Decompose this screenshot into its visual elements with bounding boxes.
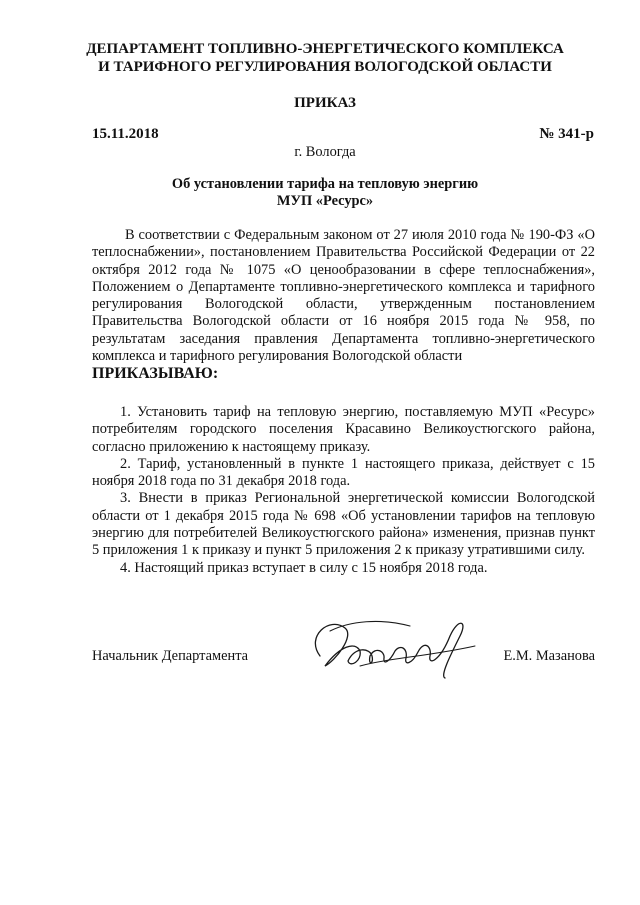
signature-row <box>92 648 595 668</box>
preamble-text: В соответствии с Федеральным законом от 27 июля 2010 года № 190-ФЗ «О теплоснабжении», постановлением Правительства Российской Федерации от 22 октября 2012 года № 1075 «О ценообразовании в сфере теплоснабжения», Положением о Департаменте топливно-энергетического комплекса и тарифного регулирования Вологодской области, утвержденным постановлением Правительства Вологодской области от 16 ноября 2015 года № 958, по результатам заседания правления Департамента топливно-энергетического комплекса и тарифного регулирования Вологодской области <box>92 227 595 365</box>
document-date: 15.11.2018 <box>92 126 159 142</box>
document-number: № 341-р <box>539 126 594 142</box>
decree-word: ПРИКАЗЫВАЮ: <box>92 365 219 383</box>
department-header-line1: ДЕПАРТАМЕНТ ТОПЛИВНО-ЭНЕРГЕТИЧЕСКОГО КОМПЛЕКСА <box>86 41 564 57</box>
order-items <box>92 404 595 577</box>
signatory-name: Е.М. Мазанова <box>503 648 595 664</box>
document-title-line2: МУП «Ресурс» <box>276 193 374 210</box>
order-item-2: 2. Тариф, установленный в пункте 1 настоящего приказа, действует с 15 ноября 2018 года по 31 декабря 2018 года. <box>92 455 595 490</box>
document-title <box>60 176 590 211</box>
department-header <box>60 40 590 76</box>
handwritten-signature <box>300 606 480 686</box>
preamble-block <box>92 227 595 383</box>
order-item-1: 1. Установить тариф на тепловую энергию, поставляемую МУП «Ресурс» потребителям городского поселения Красавино Великоустюгского района, согласно приложению к настоящему приказу. <box>92 404 595 455</box>
document-title-line1: Об установлении тарифа на тепловую энергию <box>171 176 479 192</box>
city: г. Вологда <box>294 144 356 160</box>
signatory-position: Начальник Департамента <box>92 648 249 664</box>
document-type: ПРИКАЗ <box>294 95 356 111</box>
order-item-3: 3. Внести в приказ Региональной энергетической комиссии Вологодской области от 1 декабря 2015 года № 698 «Об установлении тарифов на тепловую энергию для потребителей Великоустюгского района» изменения, признав пункт 5 приложения 1 к приказу и пункт 5 приложения 2 к приказу утратившими силу. <box>92 490 595 559</box>
department-header-line2: И ТАРИФНОГО РЕГУЛИРОВАНИЯ ВОЛОГОДСКОЙ ОБЛАСТИ <box>98 59 552 75</box>
order-item-4: 4. Настоящий приказ вступает в силу с 15 ноября 2018 года. <box>120 559 488 576</box>
